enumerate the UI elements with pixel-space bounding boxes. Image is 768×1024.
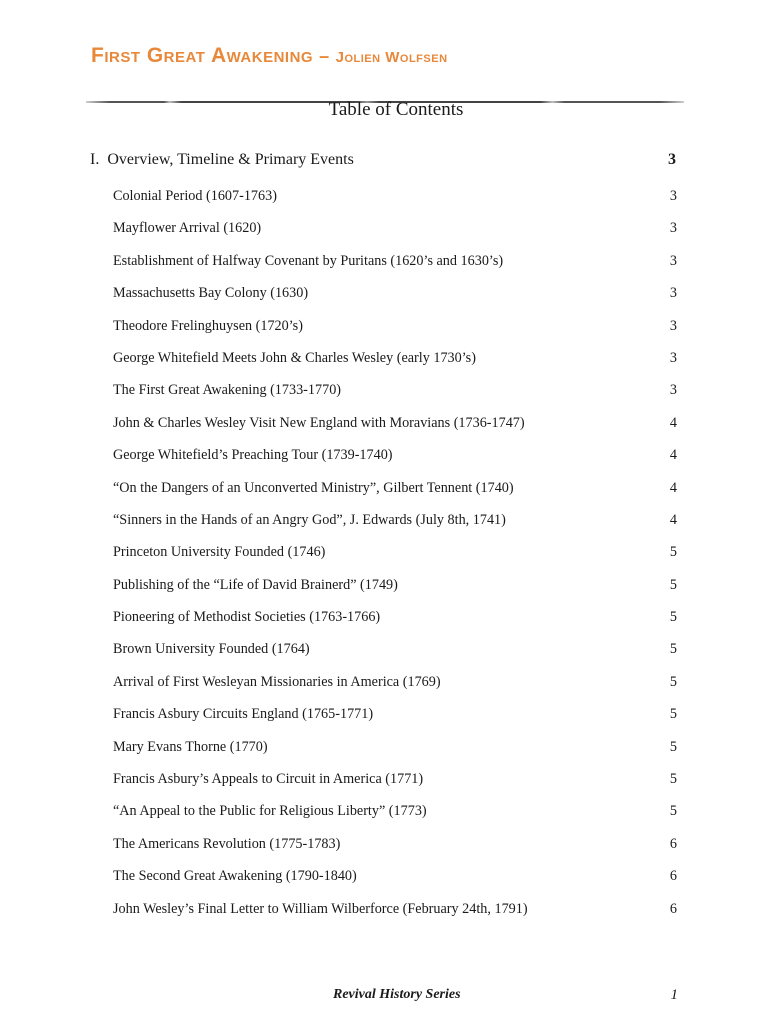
toc-entry-page: 3: [669, 382, 677, 399]
toc-entry[interactable]: [113, 478, 677, 510]
toc-entry-page: 5: [669, 641, 677, 658]
section-number: I.: [90, 151, 100, 168]
toc-entry-page: 5: [669, 738, 677, 755]
toc-entry-page: 3: [669, 349, 677, 366]
toc-entry-label: Mary Evans Thorne (1770): [113, 738, 268, 755]
toc-entry-label: John Wesley’s Final Letter to William Wilberforce (February 24th, 1791): [113, 900, 528, 917]
toc-entry[interactable]: [113, 737, 677, 769]
toc-entry-page: 4: [669, 511, 677, 528]
toc-entry-page: 3: [669, 317, 677, 334]
toc-entry-page: 4: [669, 479, 677, 496]
toc-entry-page: 5: [669, 544, 677, 561]
toc-entry-label: “Sinners in the Hands of an Angry God”, J. Edwards (July 8th, 1741): [113, 511, 506, 528]
toc-entry[interactable]: [113, 866, 677, 898]
toc-entry-label: Publishing of the “Life of David Brainerd” (1749): [113, 576, 398, 593]
toc-entry-page: 5: [669, 609, 677, 626]
toc-entry[interactable]: [113, 186, 677, 218]
toc-entry-page: 4: [669, 414, 677, 431]
toc-entry[interactable]: [113, 672, 677, 704]
toc-entry[interactable]: [113, 510, 677, 542]
toc-entry[interactable]: [113, 801, 677, 833]
toc-entry-page: 5: [669, 771, 677, 788]
toc-entry[interactable]: [113, 380, 677, 412]
toc-entry-page: 5: [669, 673, 677, 690]
toc-entry[interactable]: [113, 607, 677, 639]
document-header: [91, 44, 448, 68]
toc-entry-page: 3: [669, 285, 677, 302]
toc-entry-label: Francis Asbury’s Appeals to Circuit in America (1771): [113, 771, 424, 788]
toc-entry-page: 6: [669, 835, 677, 852]
header-separator: –: [319, 46, 330, 66]
footer-series-title: Revival History Series: [333, 987, 461, 1002]
toc-entry-label: Theodore Frelinghuysen (1720’s): [113, 317, 303, 334]
footer-page-number: 1: [670, 987, 678, 1003]
toc-section[interactable]: [90, 151, 676, 169]
toc-entry-label: Mayflower Arrival (1620): [113, 220, 262, 237]
section-heading: [90, 151, 354, 169]
toc-entry-label: John & Charles Wesley Visit New England with Moravians (1736-1747): [113, 414, 525, 431]
toc-entry-label: Massachusetts Bay Colony (1630): [113, 285, 309, 302]
toc-entry-page: 4: [669, 447, 677, 464]
toc-entry-label: Princeton University Founded (1746): [113, 544, 326, 561]
toc-entry-label: George Whitefield Meets John & Charles Wesley (early 1730’s): [113, 349, 476, 366]
toc-entry-label: “On the Dangers of an Unconverted Ministry”, Gilbert Tennent (1740): [113, 479, 514, 496]
toc-entry-label: The First Great Awakening (1733-1770): [113, 382, 342, 399]
toc-entry-page: 6: [669, 868, 677, 885]
toc-entry-label: The Second Great Awakening (1790-1840): [113, 868, 357, 885]
document-title: First Great Awakening: [91, 44, 314, 67]
toc-entry-label: “An Appeal to the Public for Religious Liberty” (1773): [113, 803, 427, 820]
toc-entry[interactable]: [113, 251, 677, 283]
toc-entry-page: 3: [669, 220, 677, 237]
toc-entry[interactable]: [113, 639, 677, 671]
toc-title: Table of Contents: [328, 99, 464, 120]
toc-entry[interactable]: [113, 704, 677, 736]
toc-entry[interactable]: [113, 283, 677, 315]
toc-entry-page: 5: [669, 706, 677, 723]
toc-entry-label: George Whitefield’s Preaching Tour (1739-1740): [113, 447, 393, 464]
toc-entry[interactable]: [113, 218, 677, 250]
toc-entry-page: 6: [669, 900, 677, 917]
toc-entry-page: 5: [669, 803, 677, 820]
toc-entry[interactable]: [113, 316, 677, 348]
toc-entry-label: The Americans Revolution (1775-1783): [113, 835, 341, 852]
toc-entry[interactable]: [113, 413, 677, 445]
toc-entry[interactable]: [113, 834, 677, 866]
section-page-number: 3: [668, 151, 676, 168]
toc-entry-page: 5: [669, 576, 677, 593]
toc-entry[interactable]: [113, 769, 677, 801]
toc-entry[interactable]: [113, 445, 677, 477]
toc-entry-label: Arrival of First Wesleyan Missionaries in America (1769): [113, 673, 441, 690]
toc-entry-page: 3: [669, 188, 677, 204]
section-label: Overview, Timeline & Primary Events: [107, 151, 354, 168]
toc-entry[interactable]: [113, 899, 677, 931]
toc-entry[interactable]: [113, 575, 677, 607]
toc-entry-list: [113, 186, 677, 931]
toc-entry[interactable]: [113, 542, 677, 574]
toc-entry-label: Colonial Period (1607-1763): [113, 188, 277, 204]
toc-entry-label: Establishment of Halfway Covenant by Puritans (1620’s and 1630’s): [113, 252, 504, 269]
toc-entry-label: Francis Asbury Circuits England (1765-1771): [113, 706, 374, 723]
toc-entry-page: 3: [669, 252, 677, 269]
toc-entry-label: Pioneering of Methodist Societies (1763-1766): [113, 609, 381, 626]
toc-entry-label: Brown University Founded (1764): [113, 641, 310, 658]
document-author: Jolien Wolfsen: [335, 49, 448, 66]
toc-entry[interactable]: [113, 348, 677, 380]
